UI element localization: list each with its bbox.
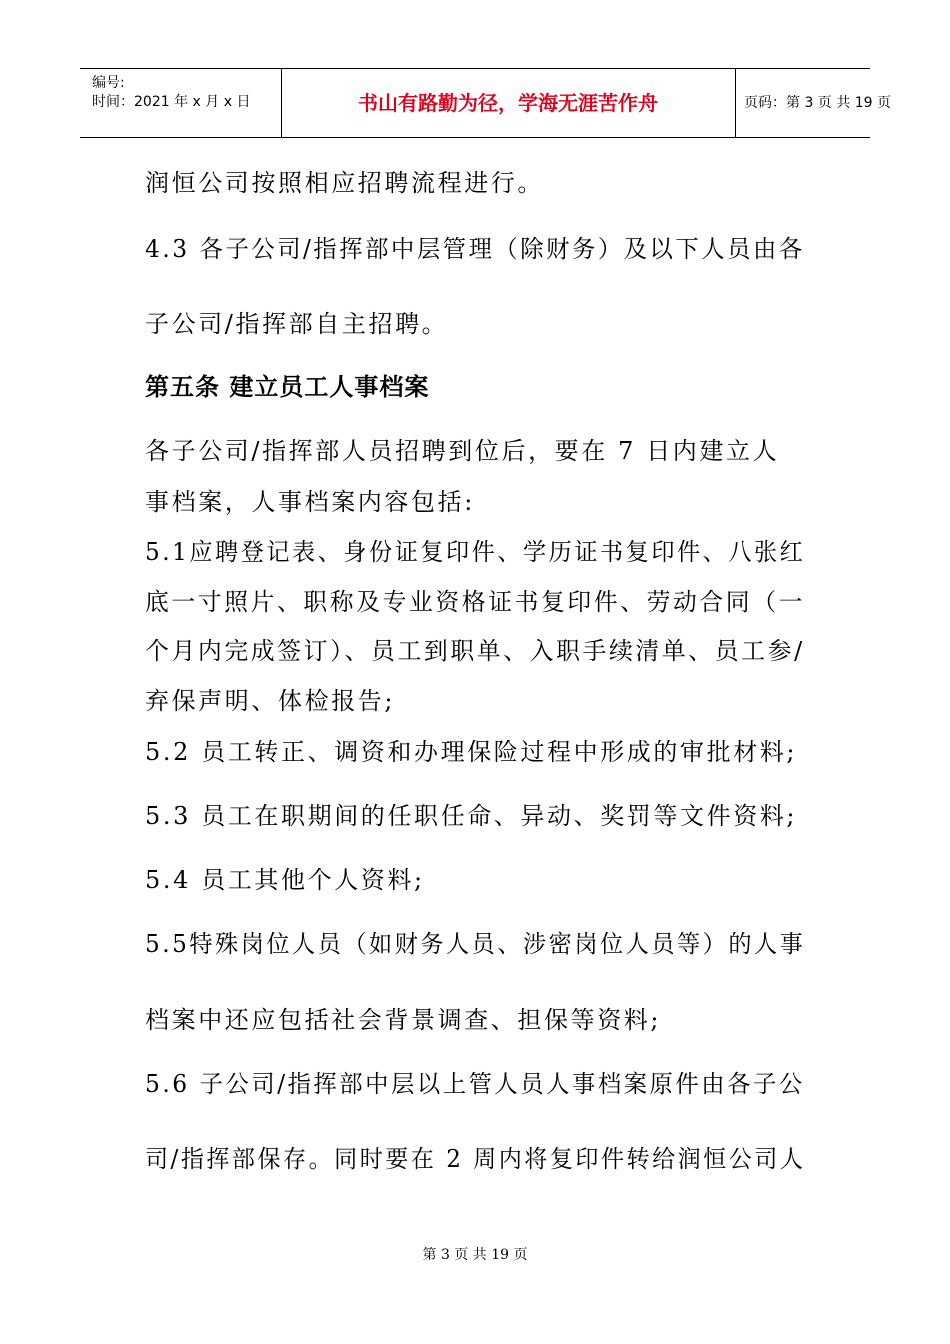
document-number-label: 编号: [92, 75, 125, 91]
header-middle-cell [281, 69, 736, 137]
body-line: 4.3 各子公司/指挥部中层管理（除财务）及以下人员由各 [145, 235, 805, 263]
body-line: 5.1应聘登记表、身份证复印件、学历证书复印件、八张红 [145, 538, 806, 566]
body-line: 档案中还应包括社会背景调查、担保等资料; [145, 1006, 662, 1034]
body-line: 5.6 子公司/指挥部中层以上管人员人事档案原件由各子公 [145, 1070, 805, 1098]
header-right-cell [736, 69, 891, 137]
body-line: 底一寸照片、职称及专业资格证书复印件、劳动合同（一 [145, 588, 805, 616]
body-line: 5.4 员工其他个人资料; [145, 866, 425, 894]
header-slogan: 书山有路勤为径，学海无涯苦作舟 [358, 91, 658, 115]
body-line: 司/指挥部保存。同时要在 2 周内将复印件转给润恒公司人 [145, 1145, 806, 1173]
page-header [80, 68, 891, 138]
body-line: 润恒公司按照相应招聘流程进行。 [145, 169, 544, 197]
body-line: 子公司/指挥部自主招聘。 [145, 310, 449, 338]
body-line: 各子公司/指挥部人员招聘到位后，要在 7 日内建立人 [145, 437, 780, 465]
body-line: 事档案，人事档案内容包括: [145, 488, 475, 516]
body-line: 个月内完成签订）、员工到职单、入职手续清单、员工参/ [145, 637, 805, 665]
section-heading: 第五条 建立员工人事档案 [145, 373, 430, 401]
body-line: 5.3 员工在职期间的任职任命、异动、奖罚等文件资料; [145, 802, 798, 830]
header-left-cell [80, 69, 282, 137]
body-line: 弃保声明、体检报告; [145, 687, 396, 715]
body-line: 5.5特殊岗位人员（如财务人员、涉密岗位人员等）的人事 [145, 930, 806, 958]
page-footer: 第 3 页 共 19 页 [422, 1247, 528, 1263]
document-time-label: 时间：2021 年 x 月 x 日 [92, 94, 251, 110]
body-line: 5.2 员工转正、调资和办理保险过程中形成的审批材料; [145, 738, 798, 766]
header-page-label: 页码：第 3 页 共 19 页 [744, 95, 891, 111]
